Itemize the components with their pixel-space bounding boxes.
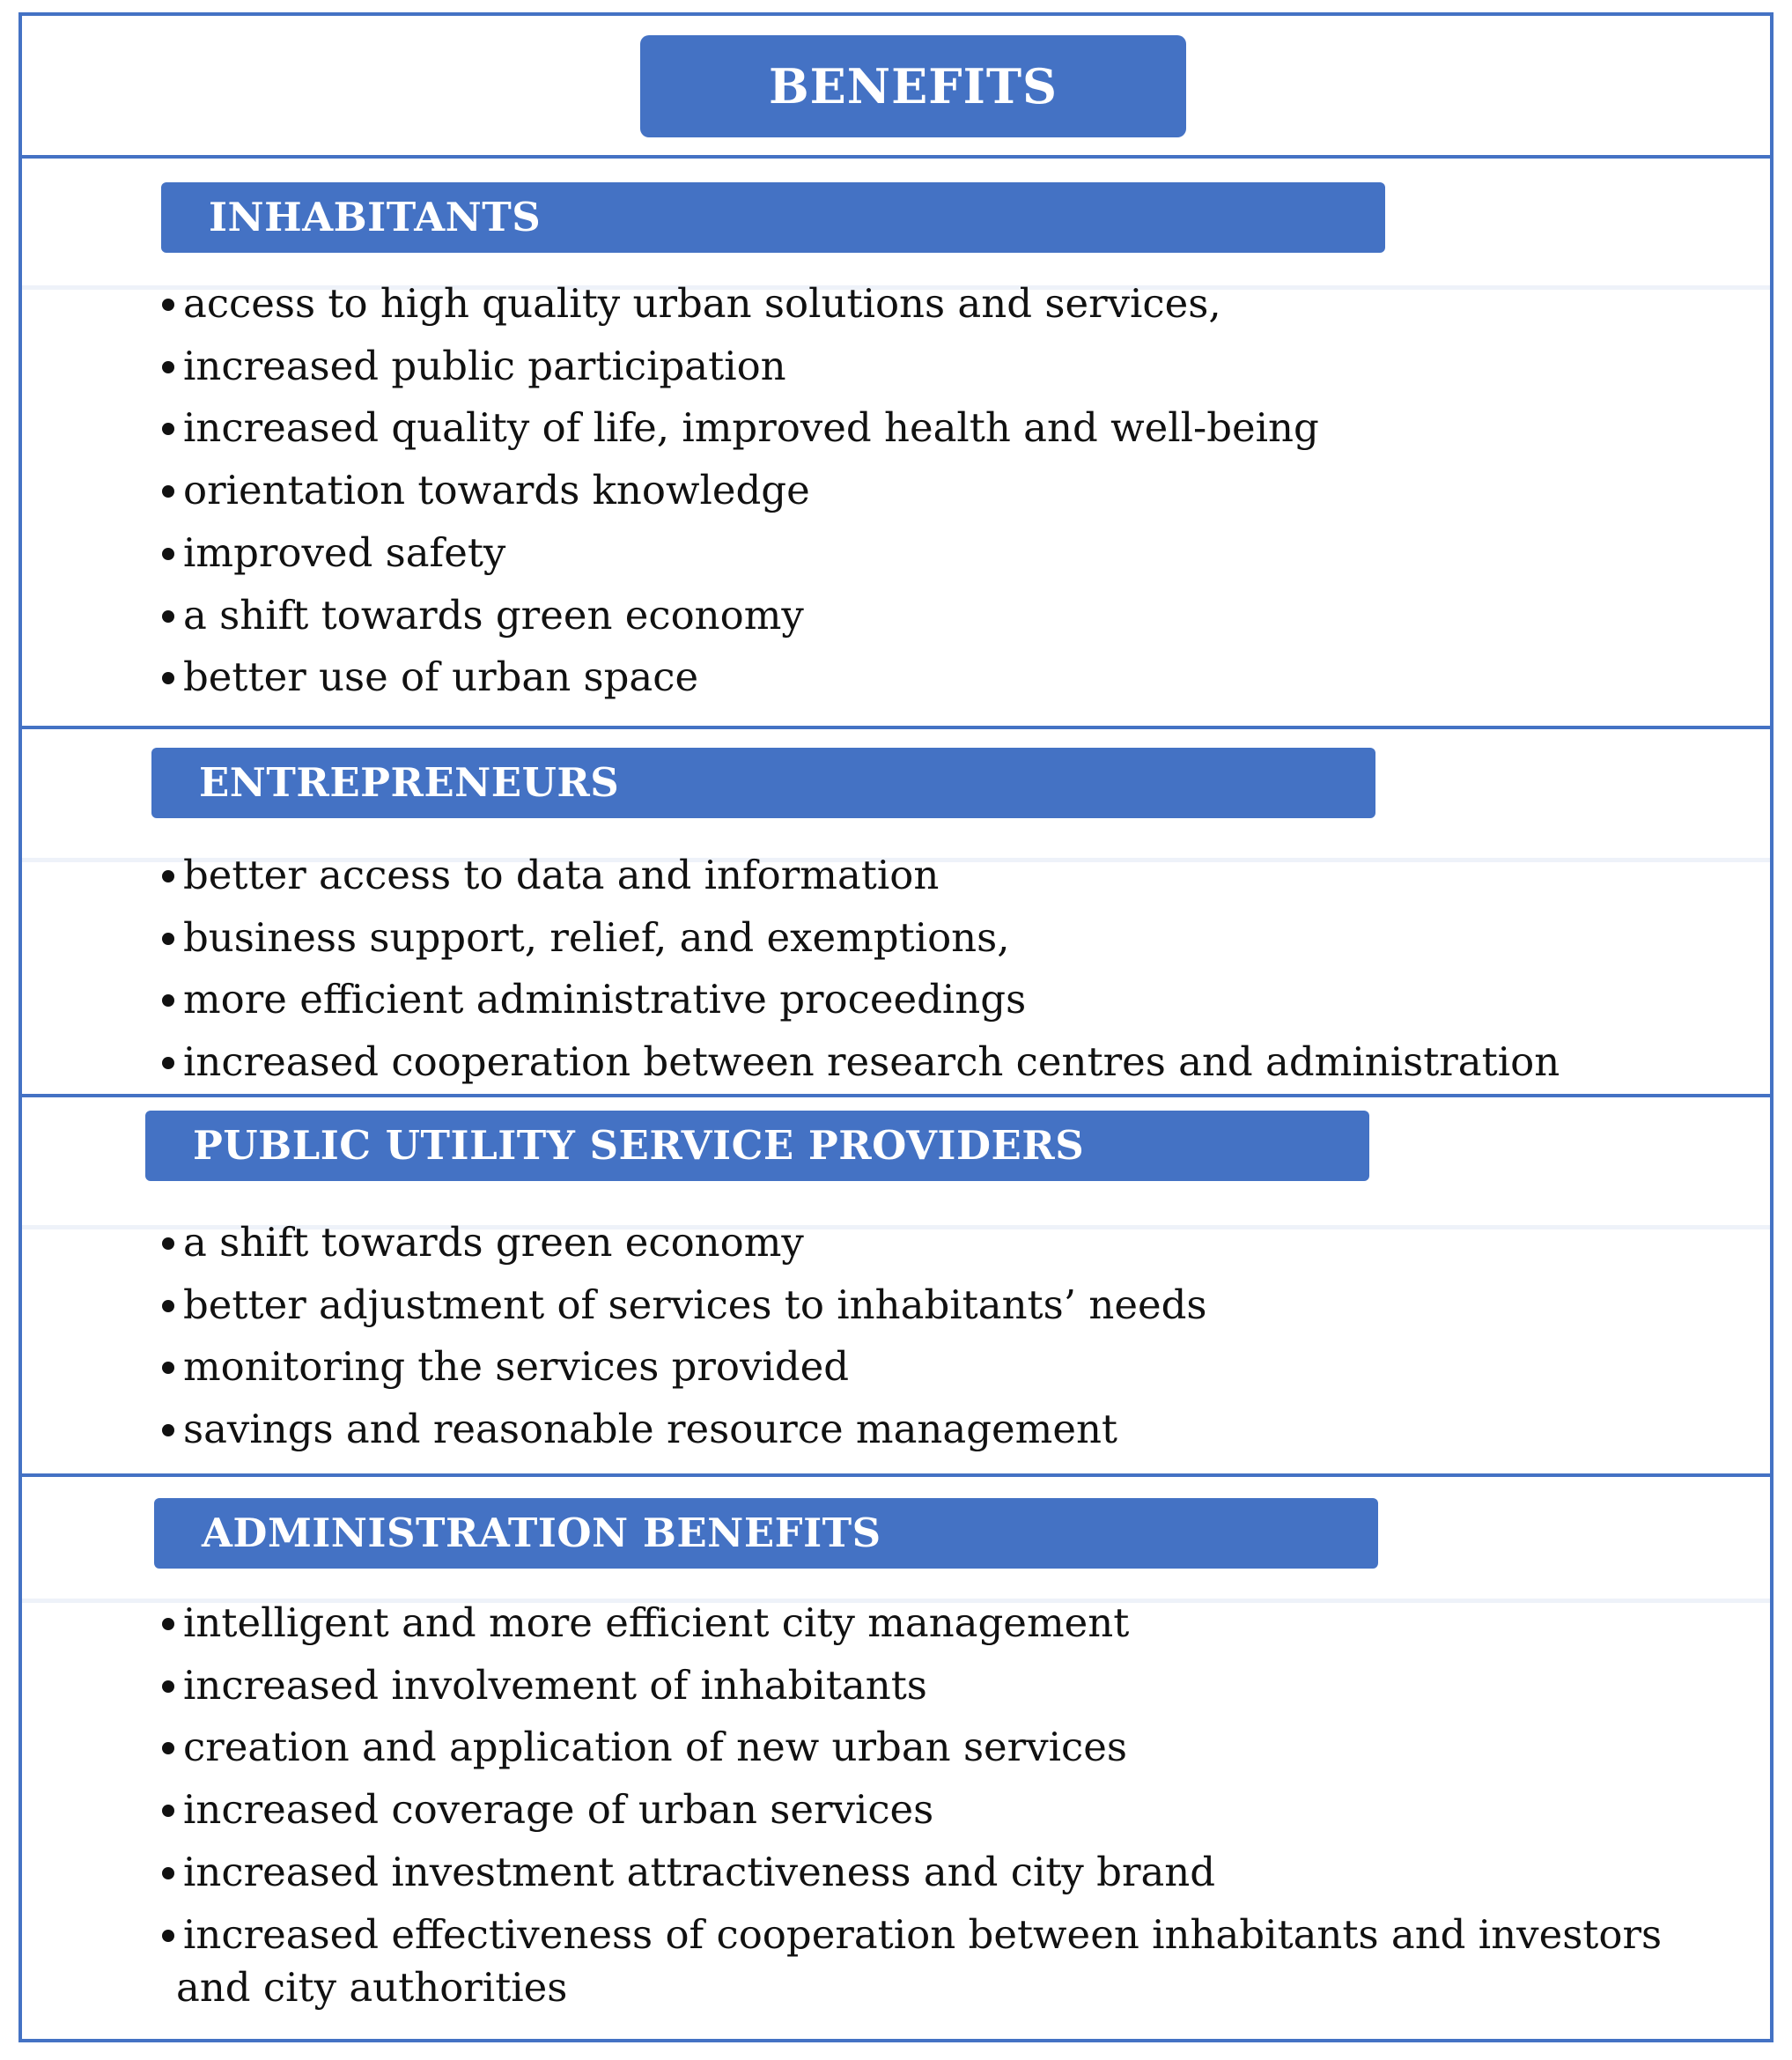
section-header-entrepreneurs: ENTREPRENEURS (151, 748, 1375, 818)
section-header-administration: ADMINISTRATION BENEFITS (154, 1498, 1378, 1569)
list-item: increased involvement of inhabitants (160, 1655, 1662, 1717)
list-providers (160, 1212, 1207, 1461)
list-inhabitants (160, 273, 1319, 709)
list-item: more efficient administrative proceedings (160, 969, 1560, 1031)
list-item: monitoring the services provided (160, 1336, 1207, 1399)
list-item: intelligent and more efficient city management (160, 1592, 1662, 1655)
section-header-providers: PUBLIC UTILITY SERVICE PROVIDERS (145, 1111, 1369, 1181)
divider-providers (18, 1473, 1774, 1477)
list-item: access to high quality urban solutions and services, (160, 273, 1319, 336)
list-item: increased coverage of urban services (160, 1779, 1662, 1842)
list-item-continuation: and city authorities (176, 1963, 568, 2011)
list-item: orientation towards knowledge (160, 460, 1319, 522)
list-item: a shift towards green economy (160, 1212, 1207, 1274)
list-item: better adjustment of services to inhabitants’ needs (160, 1274, 1207, 1337)
list-item: increased cooperation between research centres and administration (160, 1031, 1560, 1094)
list-item: better use of urban space (160, 646, 1319, 709)
list-item: business support, relief, and exemptions, (160, 907, 1560, 970)
benefits-title: BENEFITS (640, 35, 1186, 137)
list-item (160, 1909, 1662, 2014)
divider-title (18, 155, 1774, 159)
list-item: a shift towards green economy (160, 585, 1319, 647)
list-item: creation and application of new urban services (160, 1717, 1662, 1779)
list-entrepreneurs (160, 845, 1560, 1094)
divider-inhabitants (18, 726, 1774, 729)
list-item-text: increased effectiveness of cooperation between inhabitants and investors (183, 1910, 1663, 1958)
list-item: improved safety (160, 522, 1319, 585)
list-item: savings and reasonable resource management (160, 1399, 1207, 1461)
divider-entrepreneurs (18, 1094, 1774, 1097)
list-item: better access to data and information (160, 845, 1560, 907)
list-item: increased quality of life, improved health and well-being (160, 397, 1319, 460)
section-header-inhabitants: INHABITANTS (161, 182, 1385, 253)
list-item: increased investment attractiveness and city brand (160, 1842, 1662, 1904)
list-administration (160, 1592, 1662, 2014)
list-item: increased public participation (160, 336, 1319, 398)
